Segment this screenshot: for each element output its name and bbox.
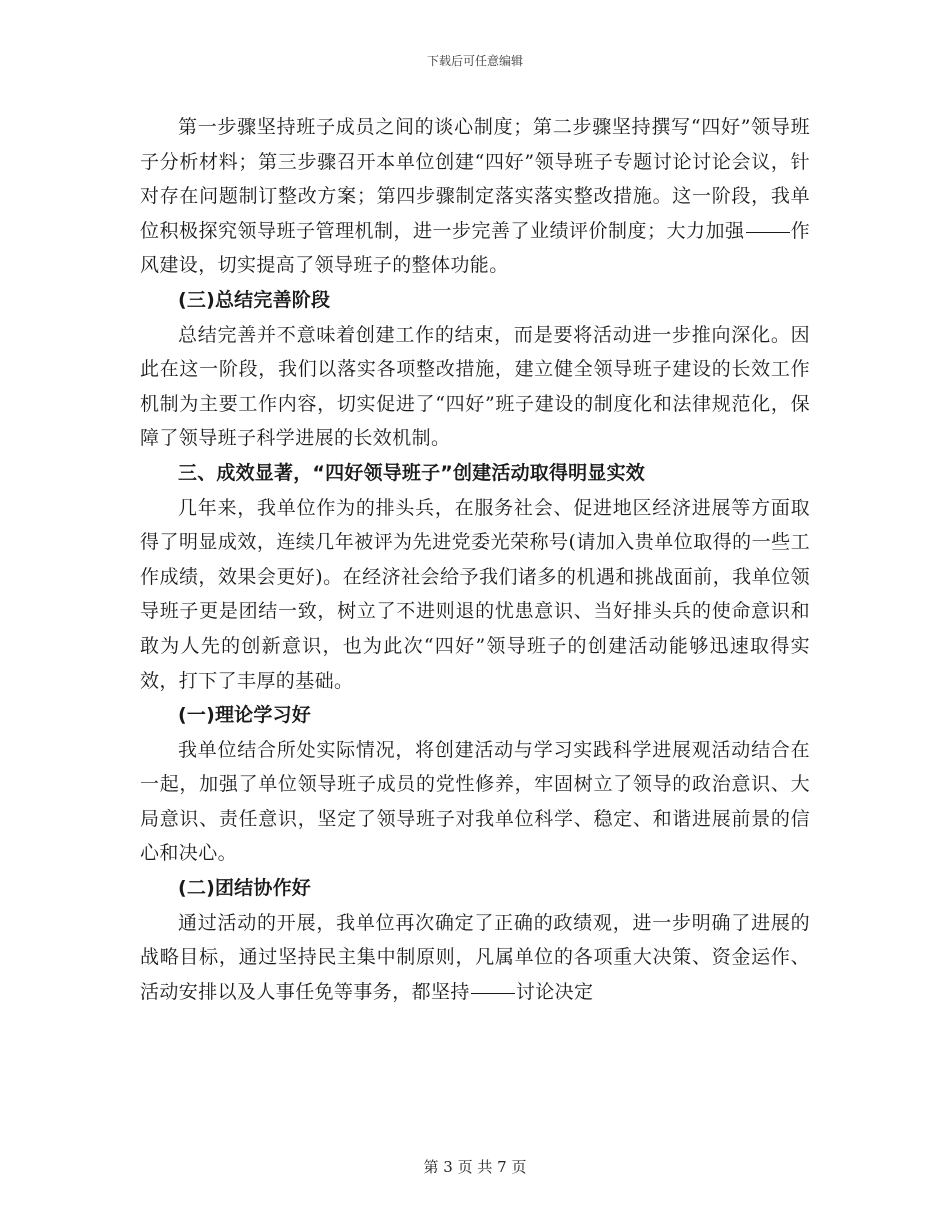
paragraph-results: 几年来，我单位作为的排头兵，在服务社会、促进地区经济进展等方面取得了明显成效，连续几年被评为先进党委光荣称号(请加入贵单位取得的一些工作成绩，效果会更好)。在经济社会给予我们诸多的机遇和挑战面前，我单位领导班子更是团结一致，树立了不进则退的忧患意识、当好排头兵的使命意识和敢为人先的创新意识，也为此次“四好”领导班子的创建活动能够迅速取得实效，打下了丰厚的基础。: [140, 496, 810, 692]
paragraph-theory-study: 我单位结合所处实际情况，将创建活动与学习实践科学进展观活动结合在一起，加强了单位领导班子成员的党性修养，牢固树立了领导的政治意识、大局意识、责任意识，坚定了领导班子对我单位科学、稳定、和谐进展前景的信心和决心。: [140, 738, 810, 865]
paragraph-steps-text-a: 第一步骤坚持班子成员之间的谈心制度；第二步骤坚持撰写“四好”领导班子分析材料；第三步骤召开本单位创建“四好”领导班子专题讨论讨论会议，针对存在问题制订整改方案；第四步骤制定落实落实整改措施。这一阶段，我单位积极探究领导班子管理机制，进一步完善了业绩评价制度；大力加强: [140, 116, 810, 242]
fill-in-blank: [471, 992, 515, 994]
page-number: 第 3 页 共 7 页: [423, 1158, 527, 1176]
paragraph-unity-text-b: 讨论决定: [515, 980, 594, 1003]
paragraph-summary-stage: 总结完善并不意味着创建工作的结束，而是要将活动进一步推向深化。因此在这一阶段，我们以落实各项整改措施，建立健全领导班子建设的长效工作机制为主要工作内容，切实促进了“四好”班子建设的制度化和法律规范化，保障了领导班子科学进展的长效机制。: [140, 323, 810, 450]
paragraph-unity-text-a: 通过活动的开展，我单位再次确定了正确的政绩观，进一步明确了进展的战略目标，通过坚持民主集中制原则，凡属单位的各项重大决策、资金运作、活动安排以及人事任免等事务，都坚持: [140, 911, 810, 1003]
section-heading-summary-stage: (三)总结完善阶段: [178, 288, 331, 311]
section-heading-theory-study: (一)理论学习好: [178, 704, 311, 727]
document-body: [140, 110, 810, 1009]
paragraph-steps-text-b: 作风建设，切实提高了领导班子的整体功能。: [140, 219, 810, 277]
section-heading-unity: (二)团结协作好: [178, 877, 311, 900]
paragraph-steps: [140, 110, 810, 283]
page-header: 下载后可任意编辑: [426, 54, 523, 68]
paragraph-unity: [140, 906, 810, 1010]
fill-in-blank: [746, 231, 790, 233]
section-heading-results: 三、成效显著，“四好领导班子”创建活动取得明显实效: [178, 461, 645, 484]
